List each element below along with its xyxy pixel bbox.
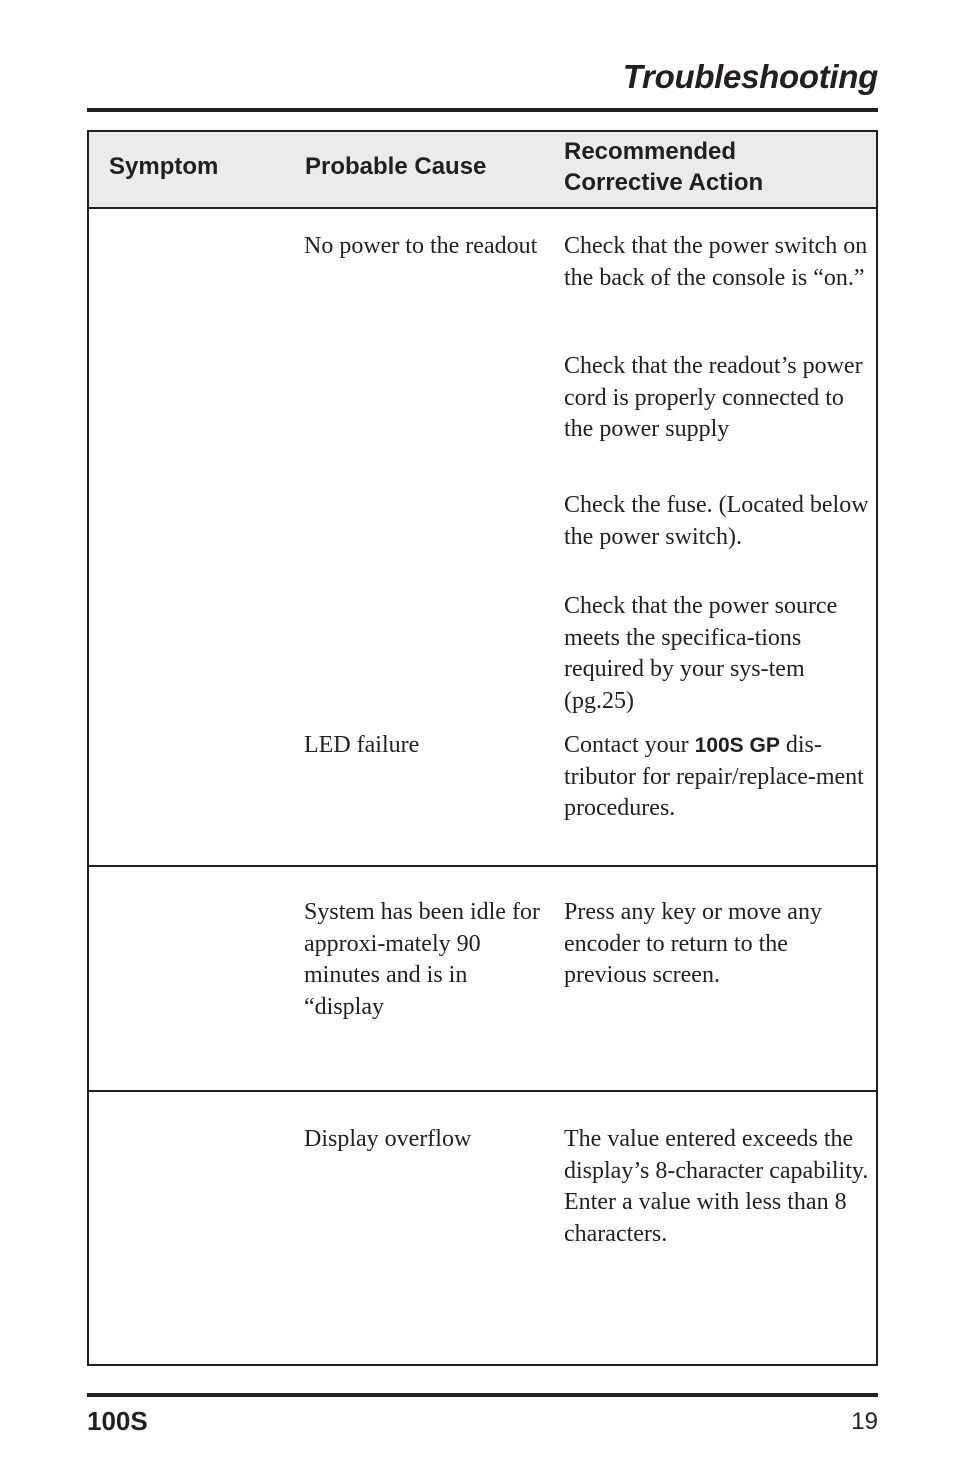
table-header xyxy=(89,132,876,209)
action-press-any-key: Press any key or move any encoder to return to the previous screen. xyxy=(564,899,822,989)
action-contact-text-post: dis-tributor for repair/replace-ment procedures. xyxy=(564,732,864,822)
column-header-corrective-action xyxy=(564,136,864,198)
header-rule xyxy=(87,108,878,112)
cause-led-failure: LED failure xyxy=(304,732,420,758)
product-name: 100S GP xyxy=(694,734,780,757)
row-divider xyxy=(89,1090,876,1092)
page-number: 19 xyxy=(851,1408,878,1435)
footer-rule xyxy=(87,1393,878,1397)
column-header-symptom: Symptom xyxy=(109,153,219,180)
cause-display-overflow: Display overflow xyxy=(304,1126,472,1152)
troubleshooting-table xyxy=(87,130,878,1366)
cause-system-idle: System has been idle for approxi-mately 90 minutes and is in “display xyxy=(304,899,540,1021)
page-title: Troubleshooting xyxy=(622,58,878,95)
row-divider xyxy=(89,865,876,867)
action-check-fuse: Check the fuse. (Located below the power switch). xyxy=(564,492,869,550)
footer-model-name: 100S xyxy=(87,1406,148,1436)
action-contact-text-pre: Contact your xyxy=(564,732,695,758)
cause-no-power: No power to the readout xyxy=(304,233,538,259)
action-enter-shorter-value: The value entered exceeds the display’s 8-character capability. Enter a value with less than 8 characters. xyxy=(564,1126,869,1248)
column-header-probable-cause: Probable Cause xyxy=(305,153,487,180)
action-contact-distributor xyxy=(564,730,874,825)
action-check-power-switch: Check that the power switch on the back of the console is “on.” xyxy=(564,233,868,291)
action-check-power-source: Check that the power source meets the specifica-tions required by your sys-tem (pg.25) xyxy=(564,593,838,715)
column-header-action-line1: Recommended xyxy=(564,138,737,165)
column-header-action-line2: Corrective Action xyxy=(564,169,764,196)
action-check-power-cord: Check that the readout’s power cord is properly connected to the power supply xyxy=(564,353,863,443)
